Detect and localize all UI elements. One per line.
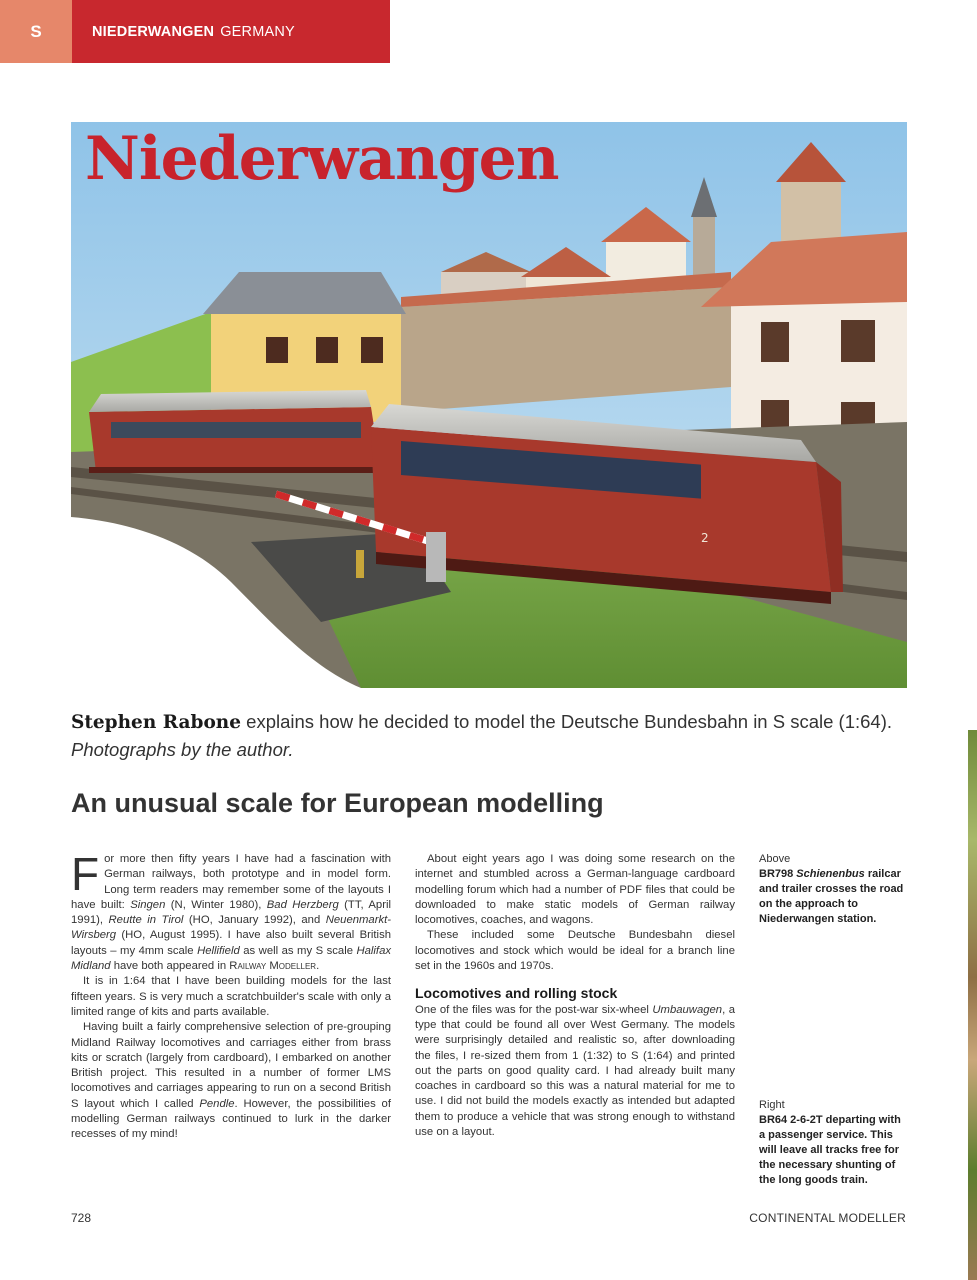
running-head-location: NIEDERWANGEN [92,23,215,40]
section-letter: S [30,21,42,41]
figure-worker [356,550,364,578]
paragraph: For more then fifty years I have had a fascination with German railways, both prototype and in model form. Long term readers may remember some of the layouts I have built: Singen (N, Winter 1980), Bad Herzberg (TT, April 1991), Reutte in Tirol (HO, January 1992), and Neuenmarkt-Wirsberg (HO, August 1995). I have also built several British layouts – my 4mm scale Hellifield as well as my S scale Halifax Midland have both appeared in Railway Modeller. [71,848,392,973]
standfirst [71,708,911,763]
hero-photo [71,122,907,688]
running-head [72,0,390,63]
subheading: An unusual scale for European modelling [71,788,604,818]
magazine-name: CONTINENTAL MODELLER [749,1211,906,1225]
body-column-1 [71,848,392,1143]
paragraph: It is in 1:64 that I have been building models for the last fifteen years. S is very much a scratchbuilder's scale with only a limited range of kits and parts available. [71,975,391,1018]
photo-credit: Photographs by the author. [71,739,294,760]
paragraph: About eight years ago I was doing some research on the internet and stumbled across a German-language cardboard modelling forum which had a number of PDF files that could be downloaded to make static models of German railway locomotives, coaches, and wagons. [415,853,735,927]
standfirst-text: explains how he decided to model the Deutsche Bundesbahn in S scale (1:64). [241,711,893,732]
railcar-number: 2 [701,531,709,545]
caption-text: BR798 Schienenbus railcar and trailer crosses the road on the approach to Niederwangen station. [759,868,904,925]
drop-cap: F [71,848,100,900]
paragraph: One of the files was for the post-war six-wheel Umbauwagen, a type that could be found all over West Germany. The models were surprisingly detailed and realistic so, after downloading the files, I re-sized them from 1 (1:32) to S (1:64) and printed out the parts on good quality card. I had already built many coaches in cardboard so this was a natural material for me to use. I did not build the models exactly as intended but adapted them to produce a vehicle that was strong enough to withstand use on a layout. [415,1003,736,1139]
paragraph: These included some Deutsche Bundesbahn diesel locomotives and stock which would be ideal for a branch line set in the 1960s and 1970s. [415,929,735,973]
section-heading: Locomotives and rolling stock [415,985,618,1002]
adjacent-photo-edge [968,730,977,1280]
trailer-car [89,390,381,473]
section-tab [0,0,72,63]
headline: Niederwangen [85,124,559,194]
caption-text: BR64 2-6-2T departing with a passenger service. This will leave all tracks free for the necessary shunting of the long goods train. [759,1114,901,1186]
caption-right [759,1098,909,1188]
caption-label: Above [759,853,791,865]
caption-label: Right [759,1099,785,1111]
body-column-2 [415,852,735,1140]
caption-above [759,852,909,927]
running-head-country: GERMANY [220,23,295,40]
author-name: Stephen Rabone [71,712,242,733]
page-number: 728 [71,1211,92,1225]
paragraph: Having built a fairly comprehensive selection of pre-grouping Midland Railway locomotives and carriages either from brass kits or scratch (largely from cardboard), I embarked on another British project. This resulted in a number of former LMS locomotives and carriages appearing to run on a second British S layout which I called Pendle. However, the possibilities of modelling German railways continued to lurk in the darker recesses of my mind! [71,1021,391,1141]
railcar-scene-illustration [71,122,907,688]
